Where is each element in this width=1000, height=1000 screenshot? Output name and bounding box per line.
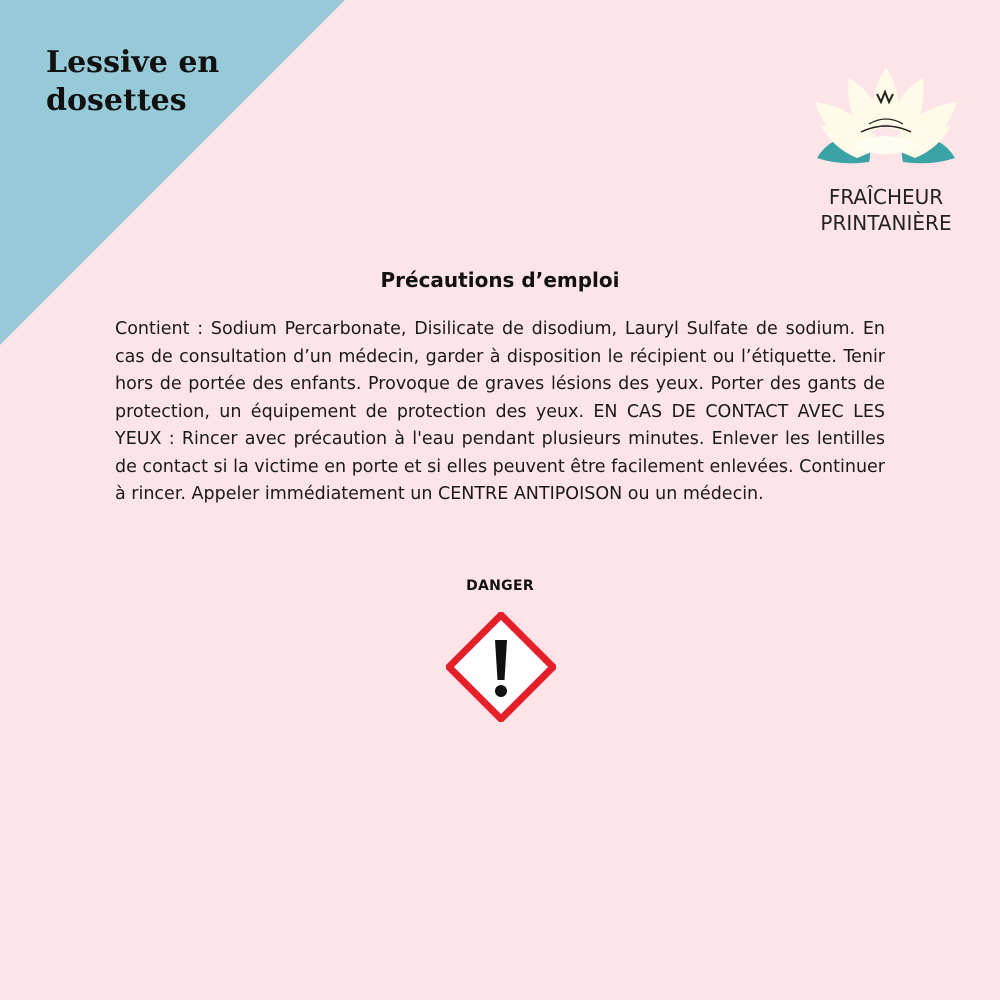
precautions-text: Contient : Sodium Percarbonate, Disilicate de disodium, Lauryl Sulfate de sodium. En cas de consultation d’un médecin, garder à disposition le récipient ou l’étiquette. Tenir hors de portée des enfants. Provoque de graves lésions des yeux. Porter des gants de protection, un équipement de protection des yeux. EN CAS DE CONTACT AVEC LES YEUX : Rincer avec précaution à l'eau pendant plusieurs minutes. Enlever les lentilles de contact si la victime en porte et si elles peuvent être facilement enlevées. Continuer à rincer. Appeler immédiatement un CENTRE ANTIPOISON ou un médecin.	[115, 319, 885, 504]
fragrance-line-2: PRINTANIÈRE	[820, 211, 952, 235]
danger-label: DANGER	[466, 578, 534, 594]
section-title: Précautions d’emploi	[380, 268, 620, 292]
fragrance-name	[806, 184, 966, 236]
fragrance-line-1: FRAÎCHEUR	[828, 185, 944, 209]
brand-block	[806, 62, 966, 236]
exclamation-hazard-icon	[446, 612, 556, 722]
product-title: Lessive en dosettes	[46, 45, 220, 118]
lotus-flower-icon	[811, 62, 961, 172]
